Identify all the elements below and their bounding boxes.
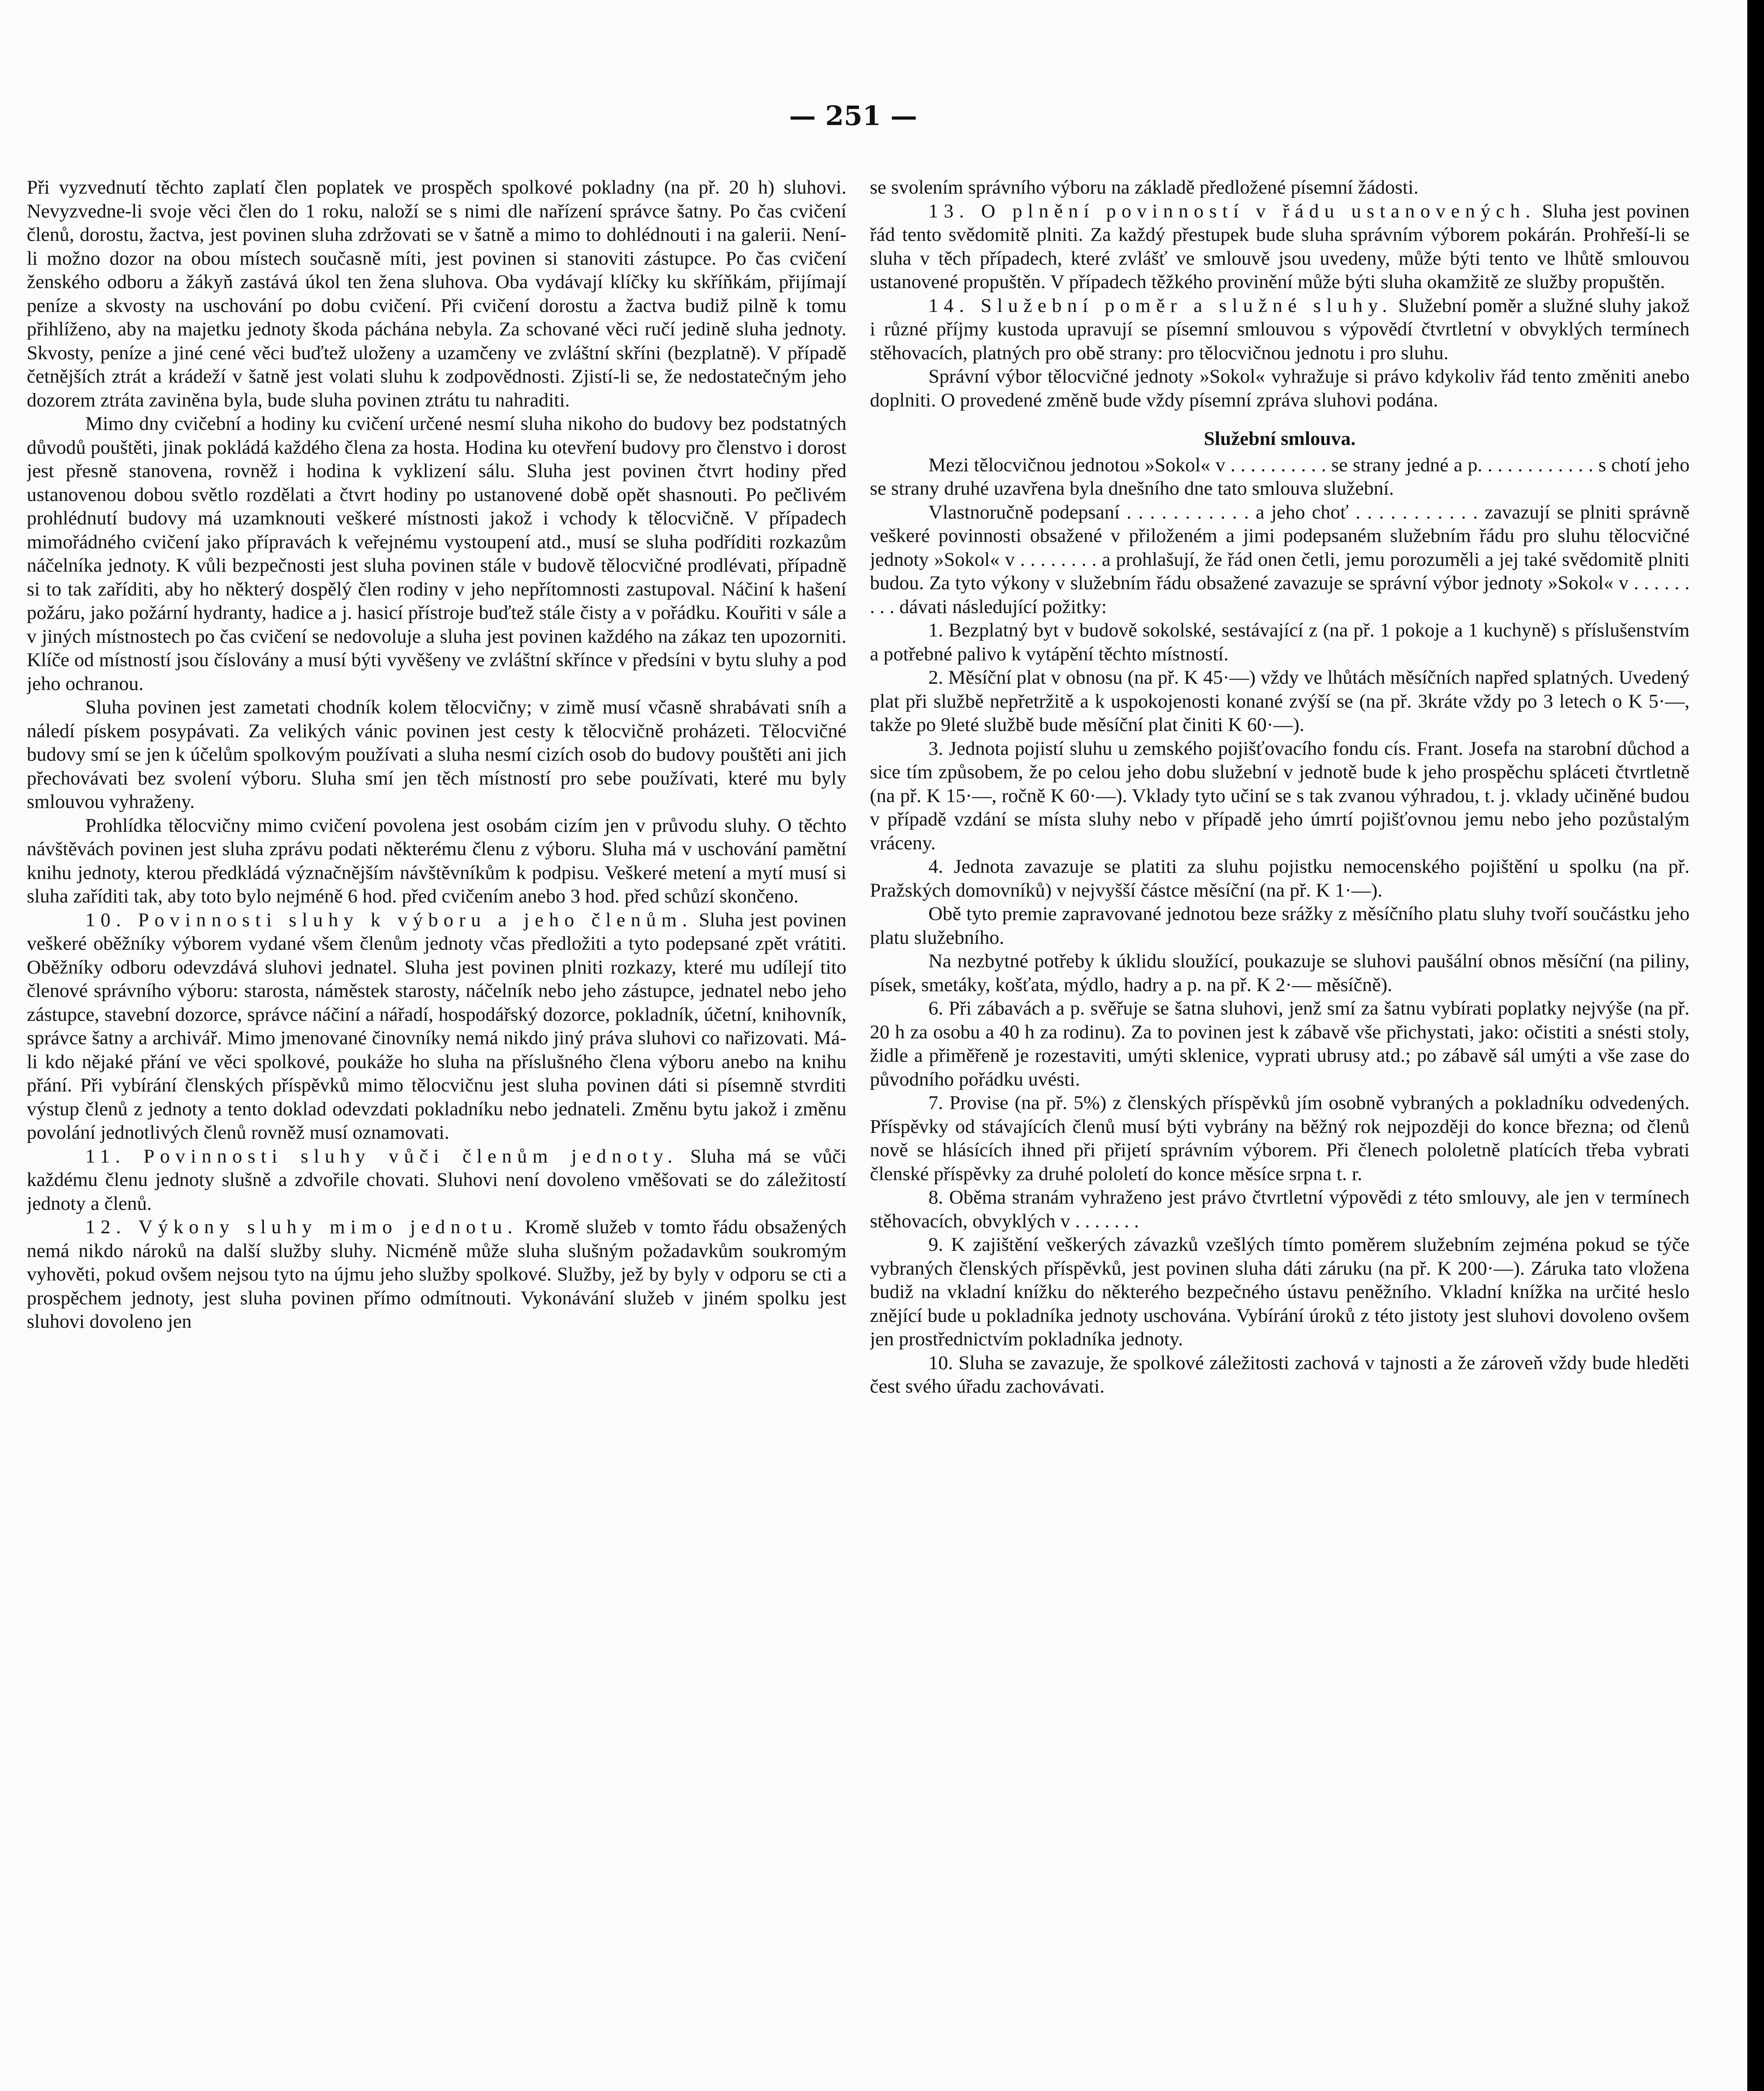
paragraph: se svolením správního výboru na základě předložené písemní žádosti.	[870, 176, 1419, 198]
contract-paragraph: Obě tyto premie zapravované jednotou beze srážky z měsíčního platu sluhy tvoří součástku jeho platu služebního.	[870, 903, 1690, 948]
contract-paragraph: 2. Měsíční plat v obnosu (na př. K 45·—) vždy ve lhůtách měsíčních napřed splatných. Uvedený plat při službě nepřetržitě a k uspokojenosti konané zvýší se (na př. 3kráte vždy po 3 letech o K 5·—, takže po 9leté službě bude měsíční plat činiti K 60·—).	[870, 667, 1690, 736]
right-column	[870, 176, 1690, 2091]
contract-paragraph: 7. Provise (na př. 5%) z členských příspěvků jím osobně vybraných a pokladníku odvedených. Příspěvky od stávajících členů musí býti vybrány na běžný rok nejpozději do konce března; od členů nově se hlásících ihned při přijetí správním výborem. Při členech pololetně platících třeba vybrati členské příspěvky za druhé pololetí do konce měsíce srpna t. r.	[870, 1092, 1690, 1185]
section-body: Sluha má se vůči každému členu jednoty slušně a zdvořile chovati. Sluhovi není dovoleno vměšovati se do záležitostí jednoty a členů.	[27, 1145, 846, 1214]
contract-paragraph: Vlastnoručně podepsaní . . . . . . . . . . . a jeho choť . . . . . . . . . . . zavazují se plniti správně veškeré povinnosti obsažené v přiloženém a jimi podepsaném služebním řádu pro sluhu tělocvičné jednoty »Sokol« v . . . . . . . . a prohlašují, že řád onen četli, jemu porozuměli a jej také svědomitě plniti budou. Za tyto výkony v služebním řádu obsažené zavazuje se správní výbor jednoty »Sokol« v . . . . . . . . . dávati následující požitky:	[870, 501, 1690, 618]
section-title: 11. Povinnosti sluhy vůči členům jednoty.	[85, 1145, 678, 1167]
paragraph: Správní výbor tělocvičné jednoty »Sokol« vyhražuje si právo kdykoliv řád tento změniti anebo doplniti. O provedené změně bude vždy písemní zpráva sluhovi podána.	[870, 366, 1690, 411]
section-title: 10. Povinnosti sluhy k výboru a jeho členům.	[85, 909, 693, 931]
section-paragraph	[870, 199, 1690, 294]
section-paragraph	[27, 908, 846, 1145]
contract-paragraph: Mezi tělocvičnou jednotou »Sokol« v . . . . . . . . . . se strany jedné a p. . . . . . . . . . . . s chotí jeho se strany druhé uzavřena byla dnešního dne tato smlouva služební.	[870, 454, 1690, 499]
section-title: 13. O plnění povinností v řádu ustanovených.	[928, 200, 1536, 222]
contract-heading: Služební smlouva.	[1204, 428, 1356, 450]
contract-paragraph: 1. Bezplatný byt v budově sokolské, sestávající z (na př. 1 pokoje a 1 kuchyně) s příslušenstvím a potřebné palivo k vytápění těchto místností.	[870, 619, 1690, 665]
section-body: Sluha jest povinen veškeré oběžníky výborem vydané všem členům jednoty včas předložiti a tyto podepsané zpět vrátiti. Oběžníky odboru odevzdává sluhovi jednatel. Sluha jest povinen plniti rozkazy, které mu udílejí tito členové správního výboru: starosta, náměstek starosty, náčelník nebo jeho zástupce, jednatel nebo jeho zástupce, stavební dozorce, správce náčiní a nářadí, hospodářský dozorce, pokladník, účetní, knihovník, správce šatny a archivář. Mimo jmenované činovníky nemá nikdo jiný práva sluhovi co nařizovati. Má-li kdo nějaké přání ve věci spolkové, poukáže ho sluha na příslušného člena výboru anebo na knihu přání. Při vybírání členských příspěvků mimo tělocvičnu jest sluha povinen dáti si písemně stvrditi výstup členů z jednoty a tento doklad odevzdati pokladníku nebo jednateli. Změnu bytu jakož i změnu povolání jednotlivých členů rovněž musí oznamovati.	[27, 909, 846, 1143]
contract-paragraph: Na nezbytné potřeby k úklidu sloužící, poukazuje se sluhovi paušální obnos měsíční (na piliny, písek, smetáky, košťata, mýdlo, hadry a p. na př. K 2·— měsíčně).	[870, 950, 1690, 996]
section-body: Sluha jest povinen řád tento svědomitě plniti. Za každý přestupek bude sluha správním výborem pokárán. Prohřeší-li se sluha v těch případech, které zvlášť ve smlouvě jsou uvedeny, může býti tento ve lhůtě smlouvou ustanovené propuštěn. V případech těžkého provinění může býti sluha okamžitě ze služby propuštěn.	[870, 200, 1690, 293]
contract-paragraph: 9. K zajištění veškerých závazků vzešlých tímto poměrem služebním zejména pokud se týče vybraných členských příspěvků, jest povinen sluha dáti záruku (na př. K 200·—). Záruka tato vložena budiž na vkladní knížku do některého bezpečného ústavu peněžního. Vkladní knížka na určité heslo znějící bude u pokladníka jednoty uschována. Vybírání úroků z této jistoty jest sluhovi dovoleno ovšem jen prostřednictvím pokladníka jednoty.	[870, 1234, 1690, 1350]
contract-paragraph: 6. Při zábavách a p. svěřuje se šatna sluhovi, jenž smí za šatnu vybírati poplatky nejvýše (na př. 20 h za osobu a 40 h za rodinu). Za to povinen jest k zábavě vše přichystati, jako: očistiti a snésti stoly, židle a přiměřeně je rozestaviti, umýti sklenice, vyprati ubrusy atd.; po zábavě sál umýti a vše zase do původního pořádku uvésti.	[870, 997, 1690, 1090]
section-body: Služební poměr a služné sluhy jakož i různé příjmy kustoda upravují se písemní smlouvou s výpovědí čtvrtletní v obvyklých termínech stěhovacích, platných pro obě strany: pro tělocvičnou jednotu i pro sluhu.	[870, 294, 1690, 364]
section-body: Kromě služeb v tomto řádu obsažených nemá nikdo nároků na další služby sluhy. Nicméně může sluha slušným požadavkům soukromým vyhověti, pokud ovšem nejsou tyto na újmu jeho služby spolkové. Služby, jež by byly v odporu se cti a prospěchem jednoty, jest sluha povinen přímo odmítnouti. Vykonávání služeb v jiném spolku jest sluhovi dovoleno jen	[27, 1216, 846, 1332]
left-column	[27, 176, 846, 2091]
page-number: — 251 —	[789, 100, 918, 132]
paragraph: Prohlídka tělocvičny mimo cvičení povolena jest osobám cizím jen v průvodu sluhy. O těchto návštěvách povinen jest sluha zprávu podati některému členu z výboru. Sluha má v uschování pamětní knihu jednoty, kterou předkládá význačnějším návštěvníkům k podpisu. Veškeré metení a mytí musí si sluha zaříditi tak, aby toto bylo nejméně 6 hod. před cvičením anebo 3 hod. před schůzí skončeno.	[27, 814, 846, 907]
scan-edge-right	[1747, 0, 1764, 2091]
paragraph: Mimo dny cvičební a hodiny ku cvičení určené nesmí sluha nikoho do budovy bez podstatných důvodů pouštěti, jinak pokládá každého člena za hosta. Hodina ku otevření budovy pro členstvo i dorost jest přesně stanovena, rovněž i hodina k vyklizení sálu. Sluha jest povinen čtvrt hodiny před ustanovenou dobou světlo rozdělati a čtvrt hodiny po ustanovené době opět shasnouti. Po pečlivém prohlédnutí budovy má uzamknouti veškeré místnosti jakož i vchody k tělocvičně. V případech mimořádného cvičení jako přípravách k veřejnému vystoupení atd., musí se sluha podříditi rozkazům náčelníka jednoty. K vůli bezpečnosti jest sluha povinen stále v budově tělocvičné prodlévati, případně si to tak zaříditi, aby ho některý dospělý člen rodiny v jeho nepřítomnosti zastupoval. Náčiní k hašení požáru, jako požární hydranty, hadice a j. hasicí přístroje buďtež stále čisty a v pořádku. Kouřiti v sále a v jiných místnostech po čas cvičení se nedovoluje a sluha jest povinen každého na zákaz ten upozorniti. Klíče od místností jsou číslovány a musí býti vyvěšeny ve zvláštní skřínce v předsíni v bytu sluhy a pod jeho ochranou.	[27, 413, 846, 695]
section-title: 14. Služební poměr a služné sluhy.	[928, 294, 1393, 317]
paragraph: Při vyzvednutí těchto zaplatí člen poplatek ve prospěch spolkové pokladny (na př. 20 h) sluhovi. Nevyzvedne-li svoje věci člen do 1 roku, naloží se s nimi dle nařízení správce šatny. Po čas cvičení členů, dorostu, žactva, jest povinen sluha zdržovati se v šatně a mimo to dohlédnouti i na galerii. Není-li možno dozor na obou místech současně míti, jest povinen si stanoviti zástupce. Po čas cvičení ženského odboru a žákyň zastává úkol ten žena sluhova. Oba vydávají klíčky ku skříňkám, přijímají peníze a skvosty na uschování po dobu cvičení. Při cvičení dorostu a žactva budiž pilně k tomu přihlíženo, aby na majetku jednoty škoda páchána nebyla. Za schované věci ručí jedině sluha jednoty. Skvosty, peníze a jiné cené věci buďtež uloženy a uzamčeny ve zvláštní skříni (bezplatně). V případě četnějších ztrát a krádeží v šatně jest volati sluhu k zodpovědnosti. Zjistí-li se, že nedostatečným jeho dozorem ztráta zaviněna byla, bude sluha povinen ztrátu tu nahraditi.	[27, 176, 846, 411]
paragraph: Sluha povinen jest zametati chodník kolem tělocvičny; v zimě musí včasně shrabávati sníh a náledí pískem posypávati. Za velikých vánic povinen jest cesty k tělocvičně proházeti. Tělocvičné budovy smí se jen k účelům spolkovým používati a sluha nesmí cizích osob do budovy pouštěti ani jich přechovávati bez svolení výboru. Sluha smí jen těch místností pro sebe používati, které mu byly smlouvou vyhraženy.	[27, 696, 846, 813]
section-paragraph	[27, 1215, 846, 1334]
contract-paragraph: 3. Jednota pojistí sluhu u zemského pojišťovacího fondu cís. Frant. Josefa na starobní důchod a sice tím způsobem, že po celou jeho dobu služební v jednotě bude k jeho prospěchu spláceti čtvrtletně (na př. K 15·—, ročně K 60·—). Vklady tyto učiní se s tak zvanou výhradou, t. j. vklady učiněné budou v případě vzdání se místa sluhy nebo v případě jeho úmrtí pojišťovnou jemu nebo jeho pozůstalým vráceny.	[870, 737, 1690, 854]
section-title: 12. Výkony sluhy mimo jednotu.	[85, 1216, 518, 1238]
contract-paragraph: 8. Oběma stranám vyhraženo jest právo čtvrtletní výpovědi z této smlouvy, ale jen v termínech stěhovacích, obvyklých v . . . . . . .	[870, 1186, 1690, 1232]
section-paragraph	[27, 1145, 846, 1216]
section-paragraph	[870, 294, 1690, 365]
contract-paragraph: 10. Sluha se zavazuje, že spolkové záležitosti zachová v tajnosti a že zároveň vždy bude hleděti čest svého úřadu zachovávati.	[870, 1352, 1690, 1397]
contract-paragraph: 4. Jednota zavazuje se platiti za sluhu pojistku nemocenského pojištění u spolku (na př. Pražských domovníků) v nejvyšší částce měsíční (na př. K 1·—).	[870, 856, 1690, 901]
